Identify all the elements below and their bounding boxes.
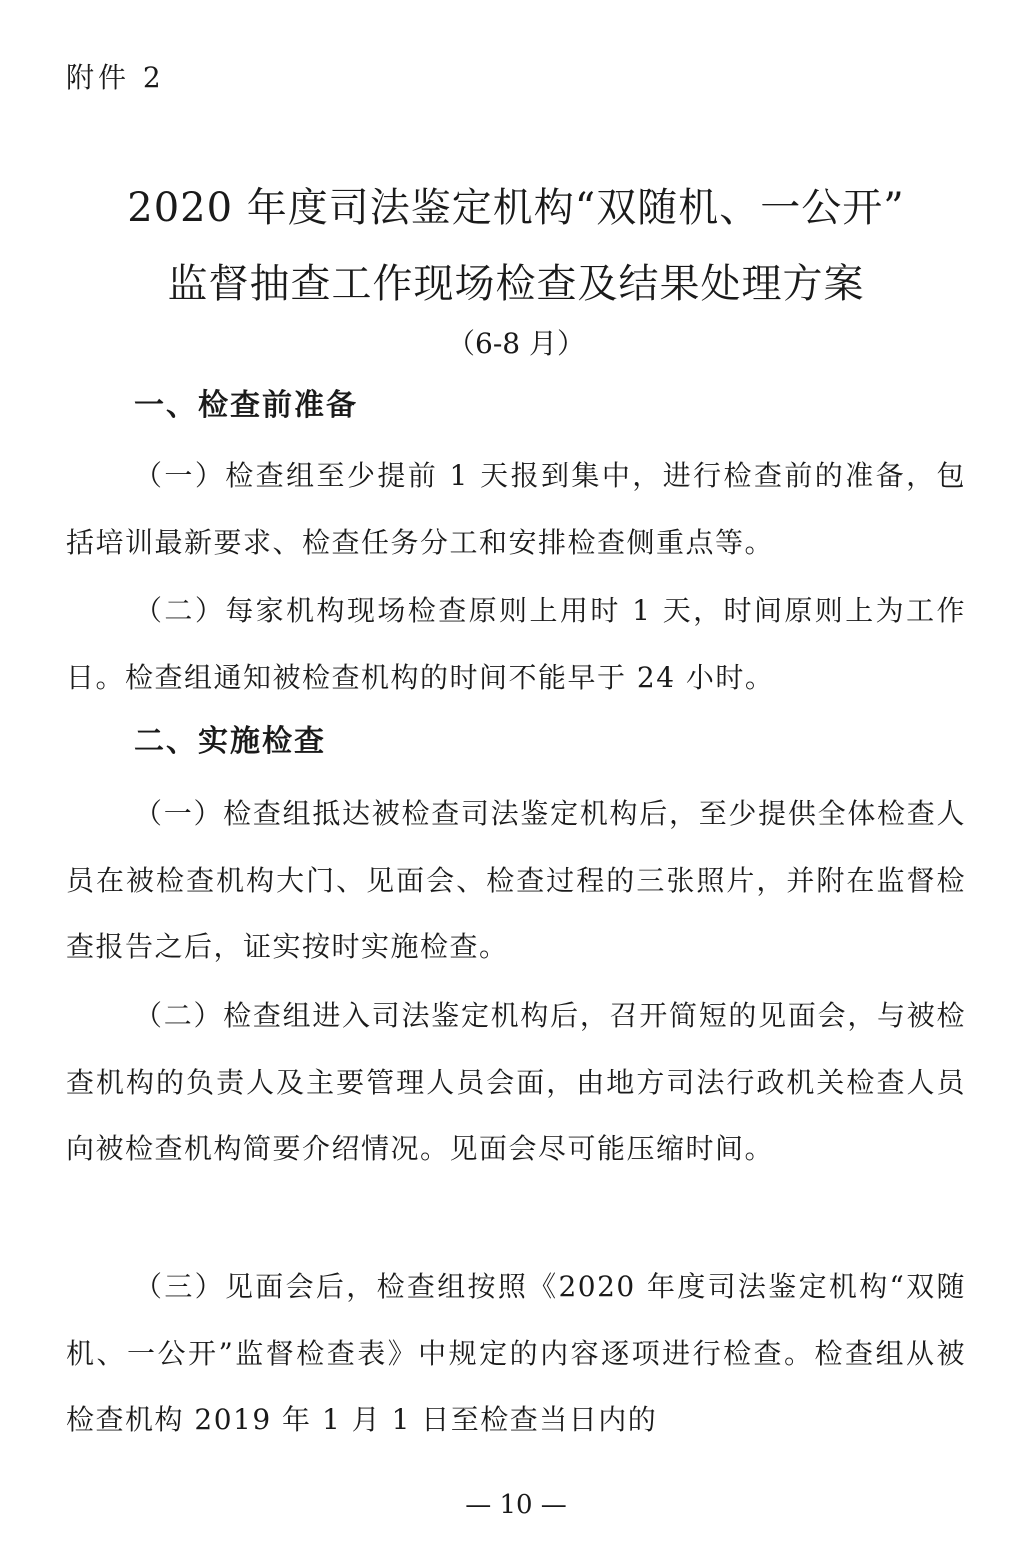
paragraph-2-1: （一）检查组抵达被检查司法鉴定机构后，至少提供全体检查人员在被检查机构大门、见面会、检查过程的三张照片，并附在监督检查报告之后，证实按时实施检查。: [66, 797, 966, 963]
document-title-line-1: 2020 年度司法鉴定机构“双随机、一公开”: [127, 185, 905, 231]
paragraph-2-3: （三）见面会后，检查组按照《2020 年度司法鉴定机构“双随机、一公开”监督检查表》中规定的内容逐项进行检查。检查组从被检查机构 2019 年 1 月 1 日至检查当日内的: [66, 1270, 966, 1436]
page-number: — 10 —: [465, 1490, 567, 1520]
paragraph-1-2: （二）每家机构现场检查原则上用时 1 天，时间原则上为工作日。检查组通知被检查机构的时间不能早于 24 小时。: [66, 594, 966, 694]
paragraph-1-1: （一）检查组至少提前 1 天报到集中，进行检查前的准备，包括培训最新要求、检查任务分工和安排检查侧重点等。: [66, 459, 966, 559]
section-heading-2: 二、实施检查: [134, 724, 326, 759]
paragraph-2-2: （二）检查组进入司法鉴定机构后，召开简短的见面会，与被检查机构的负责人及主要管理人员会面，由地方司法行政机关检查人员向被检查机构简要介绍情况。见面会尽可能压缩时间。: [66, 999, 966, 1165]
document-subtitle: （6-8 月）: [447, 327, 585, 360]
attachment-label: 附件 2: [66, 61, 165, 94]
section-heading-1: 一、检查前准备: [134, 388, 358, 423]
document-title-line-2: 监督抽查工作现场检查及结果处理方案: [167, 261, 865, 307]
